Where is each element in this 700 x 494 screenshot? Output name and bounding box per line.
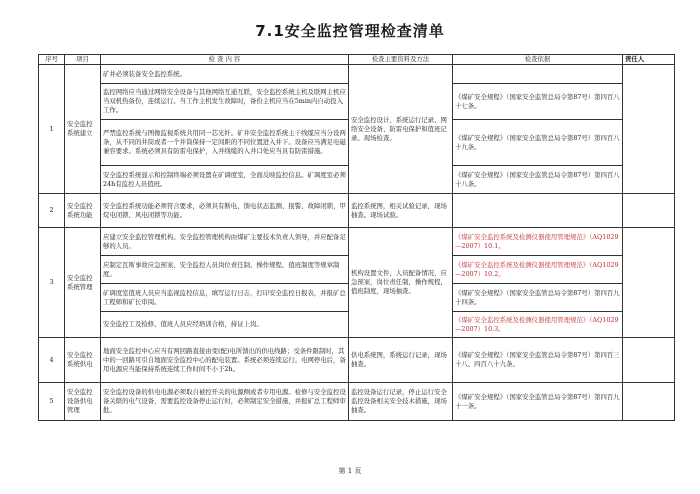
- table-row: [39, 338, 675, 383]
- check-content: 矿井必须装备安全监控系统。: [101, 65, 349, 84]
- header-basis: 检查依据: [453, 55, 623, 65]
- section-item: 安全监控设备供电管理: [65, 383, 101, 421]
- check-basis: 《煤矿安全监控系统及检测仪器使用管理规范》（AQ1029—2007）10.2。: [453, 256, 623, 284]
- check-content: 地面安全监控中心应当有两回路直接由变(配)电所馈出的供电线路；受条件限制时，其中的一回路可引自地面安全监控中心的配电装置。系统必须连续运行。电网停电后，备用电源应当能保持系统连续工作时间不小于2h。: [101, 338, 349, 383]
- check-content: 应建立安全监控管理机构。安全监控管理机构由煤矿主要技术负责人领导，并应配备足够的人员。: [101, 228, 349, 256]
- check-basis: 《煤矿安全监控系统及检测仪器使用管理规范》（AQ1029—2007）10.3。: [453, 312, 623, 338]
- header-row: [39, 55, 675, 65]
- header-responsible: 责任人: [623, 55, 675, 65]
- check-content: 安全监控工及检修、值班人员应经培训合格，持证上岗。: [101, 312, 349, 338]
- section-no: 5: [39, 383, 65, 421]
- checklist-table: [38, 54, 675, 421]
- check-basis: [453, 194, 623, 228]
- check-basis: 《煤矿安全规程》（国家安全监管总局令第87号）第四百九十四条。: [453, 284, 623, 312]
- responsible-cell: [623, 228, 675, 338]
- check-basis: [453, 65, 623, 84]
- section-no: 3: [39, 228, 65, 338]
- check-content: 严禁监控系统与图像监视系统共用同一芯光纤。矿井安全监控系统主干线缆应当分设两条，从不同的井筒或者一个井筒保持一定间距的不同位置进入井下。设备应当满足电磁兼容要求。系统必须具有防雷电保护，入井线缆的入井口处应当具有防雷措施。: [101, 120, 349, 166]
- check-basis: 《煤矿安全规程》（国家安全监管总局令第87号）第四百八十九条。: [453, 120, 623, 166]
- check-content: 安全监控系统显示和控制终端必须设置在矿调度室，全面反映监控信息。矿调度室必须24h有监控人员值班。: [101, 166, 349, 194]
- table-row: [39, 194, 675, 228]
- check-basis: 《煤矿安全监控系统及检测仪器使用管理规范》（AQ1029—2007）10.1。: [453, 228, 623, 256]
- section-no: 1: [39, 65, 65, 194]
- section-item: 安全监控系统供电: [65, 338, 101, 383]
- responsible-cell: [623, 338, 675, 383]
- section-item: 安全监控系统建立: [65, 65, 101, 194]
- table-row: [39, 65, 675, 84]
- check-basis: 《煤矿安全规程》（国家安全监管总局令第87号）第四百八十七条。: [453, 84, 623, 120]
- check-method: 安全监控设计、系统运行记录、网络安全设备、防雷电保护和值班记录。现场检查。: [349, 65, 453, 194]
- check-basis: 《煤矿安全规程》（国家安全监管总局令第87号）第四百九十一条。: [453, 383, 623, 421]
- section-item: 安全监控系统管理: [65, 228, 101, 338]
- table-row: [39, 228, 675, 256]
- section-item: 安全监控系统功能: [65, 194, 101, 228]
- check-content: 安全监控设备的供电电源必须取自被控开关的电源侧或者专用电源。检修与安全监控设备关联的电气设备，需要监控设备停止运行时，必须制定安全措施，并报矿总工程师审批。: [101, 383, 349, 421]
- responsible-cell: [623, 383, 675, 421]
- check-method: 监控系统图，相关试验记录，现场抽查。现场试验。: [349, 194, 453, 228]
- page-number: 第 1 页: [338, 467, 362, 475]
- check-content: 安全监控系统功能必须符合要求，必须具有断电、馈电状态监测、报警、故障闭锁、甲烷电闭锁、风电闭锁等功能。: [101, 194, 349, 228]
- check-content: 矿调度室值班人员应当监视监控信息，填写运行日志，打印安全监控日报表，并报矿总工程师和矿长审阅。: [101, 284, 349, 312]
- table-row: [39, 383, 675, 421]
- check-method: 监控设备运行记录，停止运行安全监控设备相关安全技术措施，现场抽查。: [349, 383, 453, 421]
- check-method: 机构设置文件，人员配备情况，应急预案，岗位责任制，操作规程，值班制度，现场抽查。: [349, 228, 453, 338]
- check-content: 监控网络应当通过网络安全设备与其他网络互通互联，安全监控系统主机及联网主机应当双机热备份，连续运行。当工作主机发生故障时，备份主机应当在5min内自动投入工作。: [101, 84, 349, 120]
- check-basis: 《煤矿安全规程》（国家安全监管总局令第87号）第四百八十八条。: [453, 166, 623, 194]
- responsible-cell: [623, 194, 675, 228]
- header-content: 检 查 内 容: [101, 55, 349, 65]
- check-content: 应制定瓦斯事故应急预案、安全监控人员岗位责任制、操作规程、值班制度等规章制度。: [101, 256, 349, 284]
- header-no: 序号: [39, 55, 65, 65]
- page-title: 7.1安全监控管理检查清单: [255, 22, 445, 40]
- header-item: 项目: [65, 55, 101, 65]
- header-method: 检查主要资料及方法: [349, 55, 453, 65]
- section-no: 2: [39, 194, 65, 228]
- check-method: 供电系统图，系统运行记录，现场抽查。: [349, 338, 453, 383]
- responsible-cell: [623, 65, 675, 194]
- check-basis: 《煤矿安全规程》（国家安全监管总局令第87号）第四百三十八、四百八十九条。: [453, 338, 623, 383]
- section-no: 4: [39, 338, 65, 383]
